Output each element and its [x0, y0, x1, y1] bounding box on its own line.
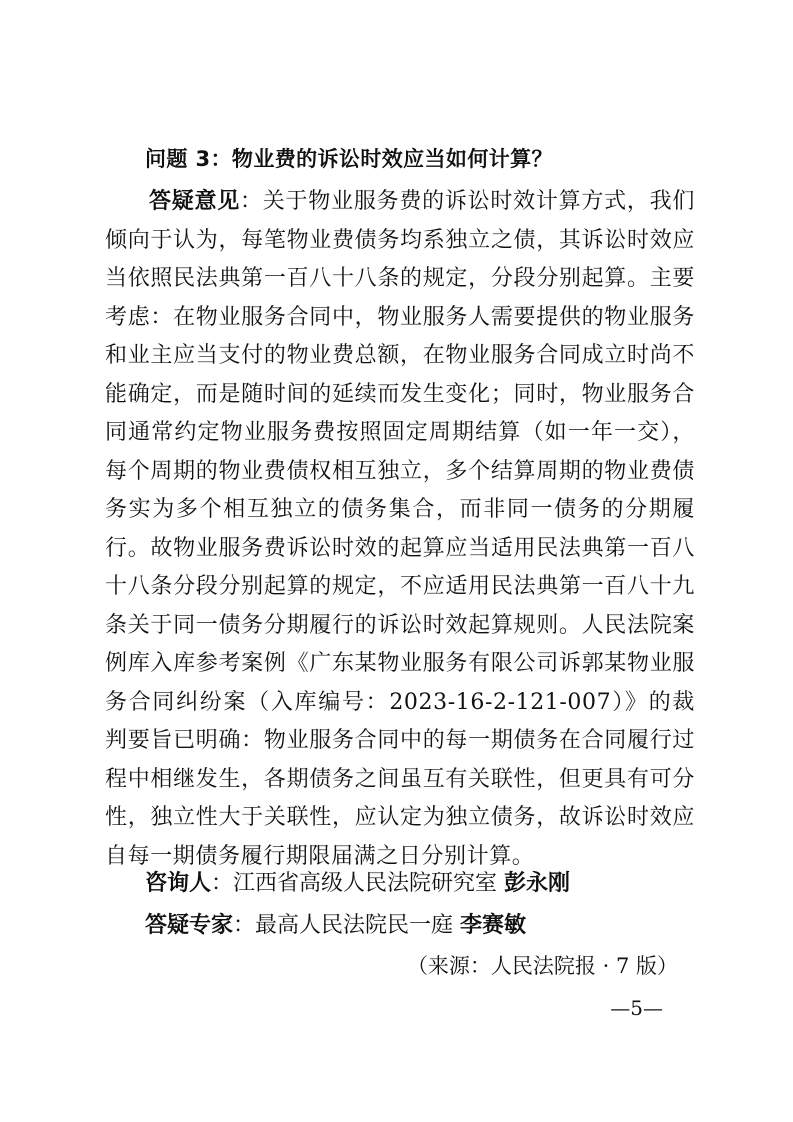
answer-separator: ：	[240, 189, 263, 214]
consultant-name: 彭永刚	[504, 871, 571, 896]
source-note: （来源：人民法院报 · 7 版）	[406, 954, 678, 978]
consultant-separator: ：	[211, 871, 234, 896]
consultant-line	[145, 864, 570, 904]
consultant-label: 咨询人	[145, 871, 212, 896]
answer-label: 答疑意见	[149, 189, 241, 214]
expert-separator: ：	[233, 913, 256, 938]
answer-paragraph	[105, 183, 695, 876]
expert-label: 答疑专家	[145, 913, 234, 938]
expert-name: 李赛敏	[460, 913, 527, 938]
expert-line	[145, 906, 526, 946]
expert-org: 最高人民法院民一庭	[255, 913, 461, 938]
question-heading: 问题 3：物业费的诉讼时效应当如何计算？	[145, 147, 553, 171]
consultant-org: 江西省高级人民法院研究室	[233, 871, 505, 896]
page-number: —5—	[610, 996, 663, 1020]
answer-text: 关于物业服务费的诉讼时效计算方式，我们倾向于认为，每笔物业费债务均系独立之债，其诉讼时效应当依照民法典第一百八十八条的规定，分段分别起算。主要考虑：在物业服务合同中，物业服务人需要提供的物业服务和业主应当支付的物业费总额，在物业服务合同成立时尚不能确定，而是随时间的延续而发生变化；同时，物业服务合同通常约定物业服务费按照固定周期结算（如一年一交），每个周期的物业费债权相互独立，多个结算周期的物业费债务实为多个相互独立的债务集合，而非同一债务的分期履行。故物业服务费诉讼时效的起算应当适用民法典第一百八十八条分段分别起算的规定，不应适用民法典第一百八十九条关于同一债务分期履行的诉讼时效起算规则。人民法院案例库入库参考案例《广东某物业服务有限公司诉郭某物业服务合同纠纷案（入库编号：2023-16-2-121-007）》的裁判要旨已明确：物业服务合同中的每一期债务在合同履行过程中相继发生，各期债务之间虽互有关联性，但更具有可分性，独立性大于关联性，应认定为独立债务，故诉讼时效应自每一期债务履行期限届满之日分别计算。	[105, 189, 695, 869]
